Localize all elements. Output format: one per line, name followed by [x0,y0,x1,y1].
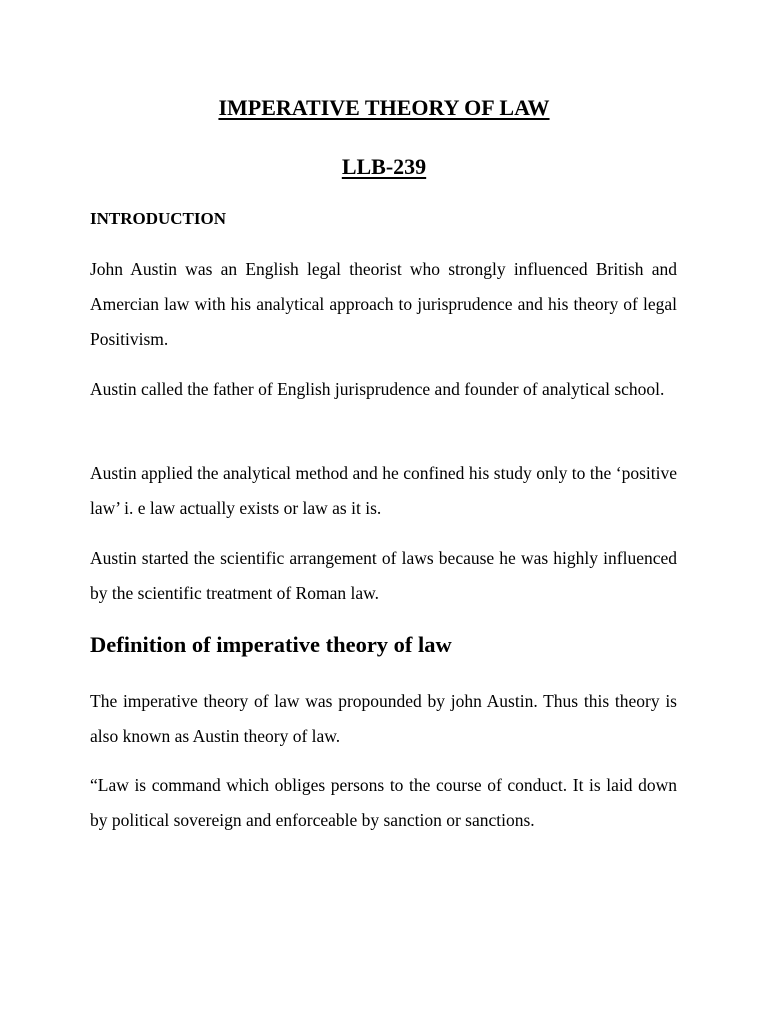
introduction-paragraph: Austin applied the analytical method and he confined his study only to the ‘positive law’ i. e law actually exists or law as it is. [90,463,677,518]
introduction-paragraph: Austin called the father of English jurisprudence and founder of analytical school. [90,379,665,399]
introduction-paragraph: John Austin was an English legal theorist who strongly influenced British and Amercian law with his analytical approach to jurisprudence and his theory of legal Positivism. [90,259,677,349]
introduction-paragraph: Austin started the scientific arrangement of laws because he was highly influenced by the scientific treatment of Roman law. [90,548,677,603]
course-code: LLB-239 [341,154,427,179]
introduction-heading: INTRODUCTION [90,209,227,228]
definition-paragraph: The imperative theory of law was propounded by john Austin. Thus this theory is also known as Austin theory of law. [90,691,677,746]
document-title: IMPERATIVE THEORY OF LAW [218,95,550,120]
definition-quote-paragraph: “Law is command which obliges persons to the course of conduct. It is laid down by political sovereign and enforceable by sanction or sanctions. [90,775,677,830]
definition-heading: Definition of imperative theory of law [90,632,452,657]
